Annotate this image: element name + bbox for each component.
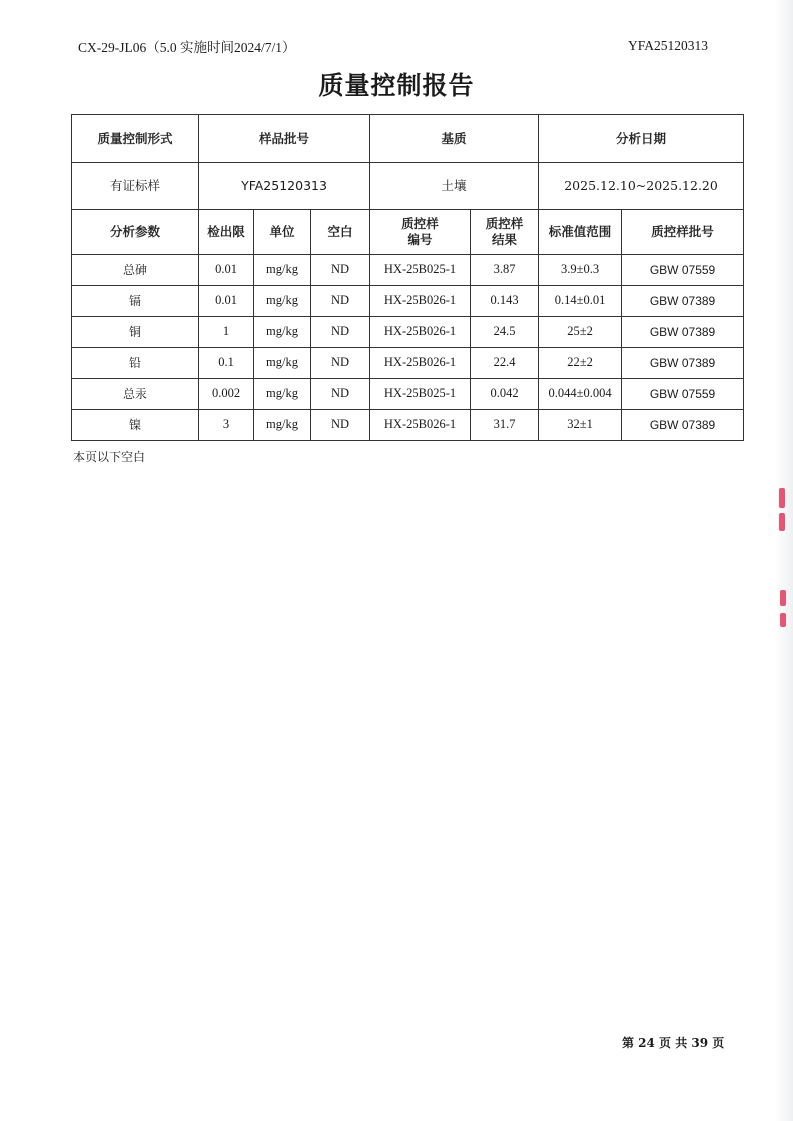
col-header-standard-range: 标准值范围 [539, 210, 622, 255]
cell-qc-batch: GBW 07389 [622, 410, 744, 441]
cell-qc-result: 3.87 [471, 255, 539, 286]
table-header-row [72, 115, 744, 163]
cell-unit: mg/kg [254, 317, 311, 348]
cell-blank: ND [311, 255, 370, 286]
col-header-qc-sample-id-line2: 编号 [407, 232, 433, 247]
column-header-row [72, 210, 744, 255]
table-info-row [72, 163, 744, 210]
seal-fragment [779, 488, 785, 508]
report-number: YFA25120313 [628, 38, 709, 53]
cell-detection-limit: 3 [199, 410, 254, 441]
analysis-date-header: 分析日期 [539, 115, 744, 163]
cell-standard-range: 0.14±0.01 [539, 286, 622, 317]
col-header-unit: 单位 [254, 210, 311, 255]
cell-qc-batch: GBW 07389 [622, 348, 744, 379]
analysis-date-value: 2025.12.10~2025.12.20 [539, 163, 744, 210]
page-number: 第 24 页 共 39 页 [622, 1036, 725, 1050]
cell-qc-sample-id: HX-25B026-1 [370, 410, 471, 441]
cell-standard-range: 3.9±0.3 [539, 255, 622, 286]
cell-parameter: 镍 [72, 410, 199, 441]
cell-blank: ND [311, 317, 370, 348]
cell-qc-batch: GBW 07559 [622, 255, 744, 286]
col-header-qc-result [471, 210, 539, 255]
cell-blank: ND [311, 379, 370, 410]
seal-fragment [780, 613, 786, 627]
cell-qc-batch: GBW 07559 [622, 379, 744, 410]
matrix-header: 基质 [370, 115, 539, 163]
seal-fragment [780, 590, 786, 606]
scan-edge-shadow [775, 0, 793, 1121]
cell-detection-limit: 1 [199, 317, 254, 348]
cell-qc-sample-id: HX-25B026-1 [370, 286, 471, 317]
seal-fragment [779, 513, 785, 531]
matrix-value: 土壤 [370, 163, 539, 210]
cell-detection-limit: 0.1 [199, 348, 254, 379]
cell-unit: mg/kg [254, 410, 311, 441]
cell-qc-batch: GBW 07389 [622, 286, 744, 317]
sample-batch-value: YFA25120313 [199, 163, 370, 210]
table-row [72, 379, 744, 410]
cell-qc-sample-id: HX-25B026-1 [370, 317, 471, 348]
report-title: 质量控制报告 [318, 71, 475, 100]
cell-blank: ND [311, 410, 370, 441]
cell-qc-sample-id: HX-25B025-1 [370, 255, 471, 286]
table-row [72, 317, 744, 348]
cell-unit: mg/kg [254, 379, 311, 410]
cell-detection-limit: 0.01 [199, 255, 254, 286]
cell-blank: ND [311, 348, 370, 379]
cell-qc-sample-id: HX-25B026-1 [370, 348, 471, 379]
table-row [72, 255, 744, 286]
cell-blank: ND [311, 286, 370, 317]
cell-qc-sample-id: HX-25B025-1 [370, 379, 471, 410]
cell-standard-range: 25±2 [539, 317, 622, 348]
qc-type-value: 有证标样 [72, 163, 199, 210]
cell-standard-range: 0.044±0.004 [539, 379, 622, 410]
col-header-qc-result-line1: 质控样 [485, 216, 524, 232]
col-header-detection-limit: 检出限 [199, 210, 254, 255]
blank-below-note: 本页以下空白 [73, 450, 146, 464]
qc-type-header: 质量控制形式 [72, 115, 199, 163]
cell-unit: mg/kg [254, 286, 311, 317]
col-header-qc-result-line2: 结果 [492, 232, 518, 247]
col-header-parameter: 分析参数 [72, 210, 199, 255]
table-row [72, 410, 744, 441]
cell-qc-batch: GBW 07389 [622, 317, 744, 348]
quality-control-table [71, 114, 744, 441]
cell-qc-result: 22.4 [471, 348, 539, 379]
table-row [72, 286, 744, 317]
cell-standard-range: 32±1 [539, 410, 622, 441]
cell-parameter: 铅 [72, 348, 199, 379]
col-header-qc-sample-id [370, 210, 471, 255]
cell-parameter: 总汞 [72, 379, 199, 410]
cell-unit: mg/kg [254, 255, 311, 286]
cell-qc-result: 0.143 [471, 286, 539, 317]
col-header-blank: 空白 [311, 210, 370, 255]
cell-parameter: 镉 [72, 286, 199, 317]
cell-parameter: 总砷 [72, 255, 199, 286]
cell-qc-result: 31.7 [471, 410, 539, 441]
cell-qc-result: 24.5 [471, 317, 539, 348]
cell-detection-limit: 0.01 [199, 286, 254, 317]
cell-parameter: 铜 [72, 317, 199, 348]
cell-standard-range: 22±2 [539, 348, 622, 379]
cell-qc-result: 0.042 [471, 379, 539, 410]
cell-unit: mg/kg [254, 348, 311, 379]
col-header-qc-sample-id-line1: 质控样 [401, 216, 439, 232]
cell-detection-limit: 0.002 [199, 379, 254, 410]
col-header-qc-batch: 质控样批号 [622, 210, 744, 255]
table-row [72, 348, 744, 379]
document-code: CX-29-JL06（5.0 实施时间2024/7/1） [78, 40, 296, 55]
sample-batch-header: 样品批号 [199, 115, 370, 163]
